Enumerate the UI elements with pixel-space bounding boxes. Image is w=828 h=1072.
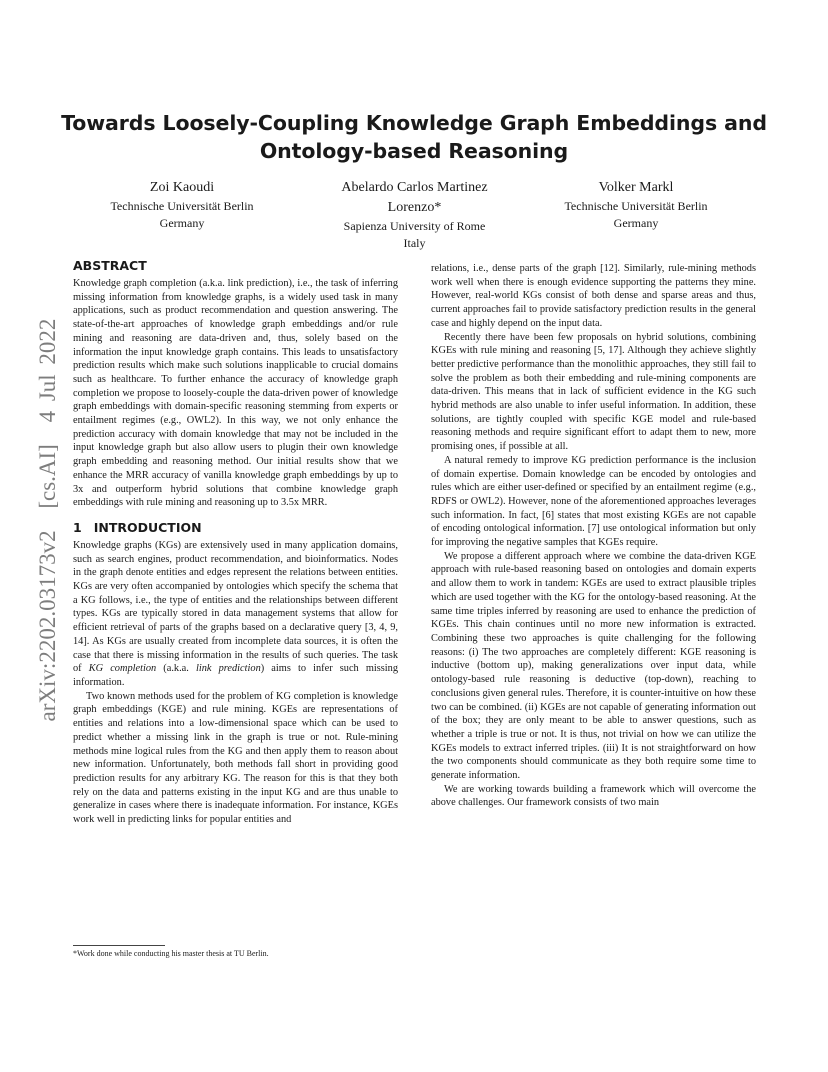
author-name: Zoi Kaoudi bbox=[149, 180, 215, 195]
text-run: Knowledge graphs (KGs) are extensively used in many application domains, such as search engines, product recommendation, and bioinformatics. Nodes in the graph denote entities and edges represent the relations between entities. KGs are very often accompanied by ontologies which specify the schema that a KG follows, i.e., the type of entities and the relationships between different types. KGs are typically stored in data management systems that allow for efficient retrieval of parts of the graphs based on a declarative query [3, 4, 9, 14]. As KGs are usually created from incomplete data sources, it is often the case that there is missing information in the results of such queries. The task of bbox=[73, 539, 398, 675]
author-block-3 bbox=[546, 178, 726, 232]
arxiv-category: [cs.AI] bbox=[35, 444, 60, 509]
footnote: *Work done while conducting his master thesis at TU Berlin. bbox=[73, 949, 269, 958]
intro-paragraph-5: A natural remedy to improve KG prediction performance is the inclusion of domain expertise. Domain knowledge can be encoded by ontologies and rules which are either user-defined or specified by an entailment regime (e.g., RDFS or OWL2). However, none of the aforementioned approaches leverages such information. In fact, [6] states that most existing KGEs are not capable of encoding ontological information. [7] use ontological information but only for improving the negative samples that KGEs require. bbox=[431, 454, 756, 549]
abstract-text: Knowledge graph completion (a.k.a. link prediction), i.e., the task of inferring missing information from knowledge graphs, is a widely used task in many applications, such as product recommendation and question answering. The state-of-the-art approaches of knowledge graph embeddings and/or rule mining and reasoning are data-driven and, thus, solely based on the information the input knowledge graph contains. This leads to unsatisfactory prediction results which make such solutions inapplicable to crucial domains such as healthcare. To further enhance the accuracy of knowledge graph completion we propose to loosely-couple the data-driven power of knowledge graph embeddings with domain-specific reasoning stemming from experts or entailment regimes (e.g., OWL2). In this way, we not only enhance the prediction accuracy with domain knowledge that may not be included in the input knowledge graph but also allow users to plugin their own knowledge graph embedding and reasoning method. Our initial results show that we enhance the MRR accuracy of vanilla knowledge graph embeddings by up to 3x and outperform hybrid solutions that combine knowledge graph embeddings with rule mining and reasoning up to 3.5x MRR. bbox=[73, 278, 398, 509]
author-name: Volker Markl bbox=[598, 180, 674, 195]
section-title: INTRODUCTION bbox=[93, 519, 202, 535]
text-run: ) aims to infer such missing information. bbox=[73, 663, 399, 688]
author-affiliation: Technische Universität Berlin bbox=[110, 199, 254, 213]
intro-paragraph-1 bbox=[73, 539, 398, 690]
footnote-divider bbox=[73, 945, 165, 946]
intro-paragraph-2: Two known methods used for the problem of KG completion is knowledge graph embeddings (KGE) and rule mining. KGEs are representations of entities and relations into a low-dimensional space which can be used to predict whether a missing link in the graph is true or not. Rule-mining methods mine logical rules from the KG and then apply them to reason about new information. Unfortunately, both methods fall short in providing good prediction results for any arbitrary KG. The reason for this is that they both rely on the data and patterns existing in the input KG and are thus unable to generalize in cases where there is inadequate information. For instance, KGEs work well in predicting links for popular entities and bbox=[73, 690, 398, 826]
author-block-1 bbox=[92, 178, 272, 232]
arxiv-watermark bbox=[28, 220, 68, 820]
intro-heading bbox=[73, 520, 398, 536]
author-name: Abelardo Carlos Martinez Lorenzo* bbox=[341, 180, 488, 215]
emphasis-kg-completion: KG completion bbox=[88, 663, 157, 675]
author-affiliation: Sapienza University of Rome bbox=[343, 219, 486, 233]
text-run: (a.k.a. bbox=[156, 663, 196, 675]
section-number: 1 bbox=[73, 519, 82, 535]
author-country: Germany bbox=[159, 216, 205, 230]
left-column bbox=[73, 258, 398, 827]
arxiv-id: arXiv:2202.03173v2 bbox=[35, 530, 60, 722]
author-country: Italy bbox=[403, 236, 426, 250]
paper-title: Towards Loosely-Coupling Knowledge Graph Embeddings and Ontology-based Reasoning bbox=[61, 111, 767, 163]
author-country: Germany bbox=[613, 216, 659, 230]
abstract-heading: ABSTRACT bbox=[73, 258, 147, 273]
intro-paragraph-3: relations, i.e., dense parts of the graph [12]. Similarly, rule-mining methods work well when there is enough evidence supporting the patterns they mine. However, real-world KGs consist of both dense and sparse areas and thus, current approaches fail to provide satisfactory prediction results in the general case and highly depend on the input data. bbox=[431, 263, 756, 329]
author-affiliation: Technische Universität Berlin bbox=[564, 199, 708, 213]
intro-paragraph-4: Recently there have been few proposals on hybrid solutions, combining KGEs with rule mining and reasoning [5, 17]. Although they achieve slightly better predictive performance than the monolithic approaches, they still fail to solve the problem as both their embedding and rule-mining components are data-driven. This means that in lack of sufficient evidence in the KG such hybrid methods are also unable to infer useful information. In addition, these solutions, are tightly coupled with specific KGE model and rule-based reasoning methods and require significant effort to adapt them to new, more promising ones, if possible at all. bbox=[431, 331, 756, 453]
emphasis-link-prediction: link prediction bbox=[195, 663, 261, 675]
intro-paragraph-6: We propose a different approach where we combine the data-driven KGE approach with rule-based reasoning based on ontologies and domain experts and allow them to work in tandem: KGEs are used to extract plausible triples which are used together with the KG for the ontology-based reasoning. At the same time triples inferred by reasoning are used to enhance the prediction of KGEs. This chain continues until no more new information is extracted. Combining these two approaches is quite challenging for the following reasons: (i) The two approaches are completely different: KGE reasoning is inductive (bottom up), making generalizations over input data, while ontology-based rule reasoning is deductive (top-down), reaching to conclusions given general rules. Therefore, it is counter-intuitive on how these two can be combined. (ii) KGEs are not capable of generating information out of the box; they are only meant to be able to answer questions, such as whether a triple is true or not. It is thus, not trivial on how we can utilize the KGEs models to extract inferred triples. (iii) It is not straightforward on how the two components should communicate as they both require some time to generate information. bbox=[431, 550, 756, 782]
arxiv-date: 4 Jul 2022 bbox=[35, 318, 60, 423]
intro-paragraph-7: We are working towards building a framework which will overcome the above challenges. Our framework consists of two main bbox=[431, 783, 756, 809]
author-block-2 bbox=[322, 178, 507, 252]
right-column bbox=[431, 262, 756, 810]
